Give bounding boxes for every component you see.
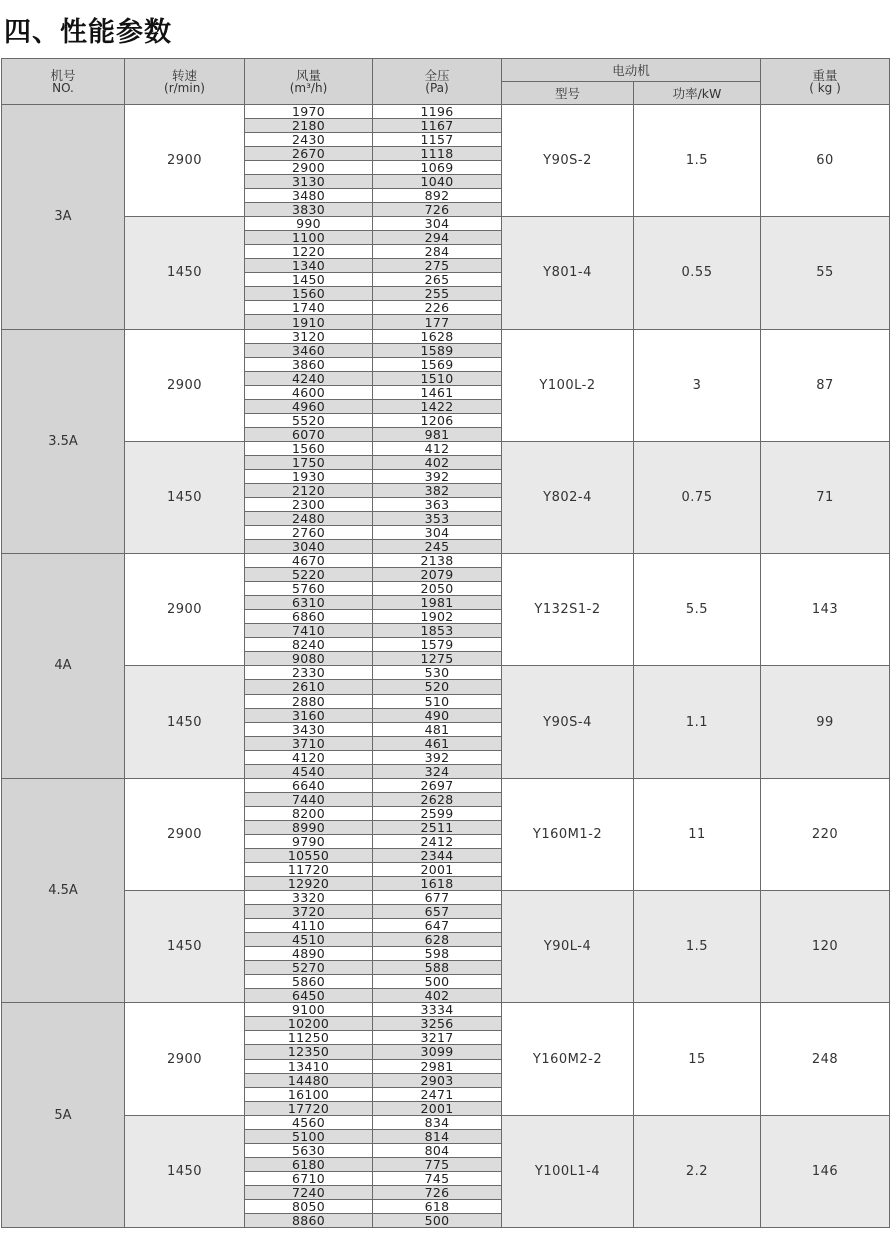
airflow-cell: 7440 [245, 792, 373, 806]
motor-model-cell: Y90S-2 [502, 105, 634, 217]
airflow-cell: 9100 [245, 1003, 373, 1017]
motor-power-cell: 3 [634, 329, 761, 441]
motor-power-cell: 11 [634, 778, 761, 890]
weight-cell: 220 [761, 778, 890, 890]
speed-cell: 1450 [125, 1115, 245, 1227]
airflow-cell: 13410 [245, 1059, 373, 1073]
airflow-cell: 2670 [245, 147, 373, 161]
pressure-cell: 2628 [373, 792, 502, 806]
header-weight [761, 59, 890, 105]
airflow-cell: 6310 [245, 596, 373, 610]
pressure-cell: 284 [373, 245, 502, 259]
pressure-cell: 2511 [373, 820, 502, 834]
motor-power-cell: 0.55 [634, 217, 761, 329]
pressure-cell: 1422 [373, 399, 502, 413]
airflow-cell: 6180 [245, 1157, 373, 1171]
pressure-cell: 1040 [373, 175, 502, 189]
pressure-cell: 1167 [373, 119, 502, 133]
speed-cell: 1450 [125, 891, 245, 1003]
airflow-cell: 2900 [245, 161, 373, 175]
airflow-cell: 2760 [245, 526, 373, 540]
airflow-cell: 1560 [245, 441, 373, 455]
airflow-cell: 6450 [245, 989, 373, 1003]
pressure-cell: 520 [373, 680, 502, 694]
motor-power-cell: 1.5 [634, 105, 761, 217]
airflow-cell: 8860 [245, 1213, 373, 1227]
header-motor-model: 型号 [502, 82, 634, 105]
pressure-cell: 3334 [373, 1003, 502, 1017]
motor-model-cell: Y100L1-4 [502, 1115, 634, 1227]
table-row [2, 217, 890, 231]
pressure-cell: 598 [373, 947, 502, 961]
pressure-cell: 892 [373, 189, 502, 203]
airflow-cell: 3860 [245, 357, 373, 371]
pressure-cell: 324 [373, 764, 502, 778]
weight-cell: 99 [761, 666, 890, 778]
pressure-cell: 3099 [373, 1045, 502, 1059]
fan-group [2, 778, 890, 1003]
airflow-cell: 7240 [245, 1185, 373, 1199]
pressure-cell: 618 [373, 1199, 502, 1213]
pressure-cell: 294 [373, 231, 502, 245]
airflow-cell: 8050 [245, 1199, 373, 1213]
motor-power-cell: 1.5 [634, 891, 761, 1003]
airflow-cell: 17720 [245, 1101, 373, 1115]
motor-power-cell: 1.1 [634, 666, 761, 778]
airflow-cell: 3460 [245, 343, 373, 357]
table-header [2, 59, 890, 105]
speed-cell: 2900 [125, 554, 245, 666]
airflow-cell: 5270 [245, 961, 373, 975]
header-motor-power: 功率/kW [634, 82, 761, 105]
pressure-cell: 392 [373, 750, 502, 764]
pressure-cell: 1206 [373, 413, 502, 427]
header-pressure-label: 全压 [424, 68, 450, 83]
airflow-cell: 4540 [245, 764, 373, 778]
fan-group [2, 554, 890, 779]
fan-group [2, 1003, 890, 1228]
weight-cell: 120 [761, 891, 890, 1003]
pressure-cell: 677 [373, 891, 502, 905]
airflow-cell: 4890 [245, 947, 373, 961]
pressure-cell: 500 [373, 975, 502, 989]
airflow-cell: 9080 [245, 652, 373, 666]
airflow-cell: 4600 [245, 385, 373, 399]
airflow-cell: 3040 [245, 540, 373, 554]
header-pressure [373, 59, 502, 105]
airflow-cell: 990 [245, 217, 373, 231]
page-title: 四、性能参数 [4, 17, 172, 48]
pressure-cell: 1618 [373, 877, 502, 891]
airflow-cell: 1930 [245, 469, 373, 483]
pressure-cell: 255 [373, 287, 502, 301]
pressure-cell: 1196 [373, 105, 502, 119]
motor-model-cell: Y90S-4 [502, 666, 634, 778]
airflow-cell: 1740 [245, 301, 373, 315]
table-row [2, 554, 890, 568]
pressure-cell: 245 [373, 540, 502, 554]
speed-cell: 2900 [125, 105, 245, 217]
airflow-cell: 3480 [245, 189, 373, 203]
pressure-cell: 726 [373, 1185, 502, 1199]
machine-no-cell: 4A [2, 554, 125, 779]
motor-power-cell: 15 [634, 1003, 761, 1115]
airflow-cell: 5630 [245, 1143, 373, 1157]
pressure-cell: 1853 [373, 624, 502, 638]
pressure-cell: 402 [373, 989, 502, 1003]
motor-model-cell: Y801-4 [502, 217, 634, 329]
airflow-cell: 5520 [245, 413, 373, 427]
airflow-cell: 4110 [245, 919, 373, 933]
table-row [2, 1003, 890, 1017]
airflow-cell: 12920 [245, 877, 373, 891]
airflow-cell: 2180 [245, 119, 373, 133]
pressure-cell: 363 [373, 497, 502, 511]
table-row [2, 778, 890, 792]
speed-cell: 1450 [125, 666, 245, 778]
pressure-cell: 628 [373, 933, 502, 947]
pressure-cell: 1118 [373, 147, 502, 161]
header-flow [245, 59, 373, 105]
pressure-cell: 814 [373, 1129, 502, 1143]
weight-cell: 248 [761, 1003, 890, 1115]
pressure-cell: 412 [373, 441, 502, 455]
header-no-label: 机号 [50, 68, 76, 83]
pressure-cell: 2599 [373, 806, 502, 820]
motor-model-cell: Y160M1-2 [502, 778, 634, 890]
weight-cell: 87 [761, 329, 890, 441]
airflow-cell: 2880 [245, 694, 373, 708]
airflow-cell: 10200 [245, 1017, 373, 1031]
pressure-cell: 1589 [373, 343, 502, 357]
airflow-cell: 10550 [245, 848, 373, 862]
airflow-cell: 3320 [245, 891, 373, 905]
airflow-cell: 1750 [245, 455, 373, 469]
pressure-cell: 3217 [373, 1031, 502, 1045]
pressure-cell: 353 [373, 512, 502, 526]
airflow-cell: 4670 [245, 554, 373, 568]
pressure-cell: 481 [373, 722, 502, 736]
airflow-cell: 8240 [245, 638, 373, 652]
pressure-cell: 1569 [373, 357, 502, 371]
pressure-cell: 1981 [373, 596, 502, 610]
pressure-cell: 392 [373, 469, 502, 483]
pressure-cell: 500 [373, 1213, 502, 1227]
pressure-cell: 2471 [373, 1087, 502, 1101]
speed-cell: 1450 [125, 217, 245, 329]
airflow-cell: 2300 [245, 497, 373, 511]
airflow-cell: 4560 [245, 1115, 373, 1129]
pressure-cell: 3256 [373, 1017, 502, 1031]
pressure-cell: 1275 [373, 652, 502, 666]
airflow-cell: 14480 [245, 1073, 373, 1087]
pressure-cell: 510 [373, 694, 502, 708]
pressure-cell: 2138 [373, 554, 502, 568]
airflow-cell: 2430 [245, 133, 373, 147]
airflow-cell: 3710 [245, 736, 373, 750]
pressure-cell: 1628 [373, 329, 502, 343]
airflow-cell: 3130 [245, 175, 373, 189]
motor-power-cell: 2.2 [634, 1115, 761, 1227]
airflow-cell: 6070 [245, 427, 373, 441]
header-no [2, 59, 125, 105]
header-flow-unit: (m³/h) [289, 81, 328, 95]
table-row [2, 441, 890, 455]
header-motor: 电动机 [502, 59, 761, 82]
airflow-cell: 5100 [245, 1129, 373, 1143]
machine-no-cell: 4.5A [2, 778, 125, 1003]
airflow-cell: 1340 [245, 259, 373, 273]
header-weight-unit: ( kg ) [809, 81, 841, 95]
pressure-cell: 402 [373, 455, 502, 469]
pressure-cell: 1157 [373, 133, 502, 147]
airflow-cell: 6640 [245, 778, 373, 792]
pressure-cell: 1510 [373, 371, 502, 385]
airflow-cell: 4960 [245, 399, 373, 413]
speed-cell: 2900 [125, 778, 245, 890]
speed-cell: 1450 [125, 441, 245, 553]
airflow-cell: 1910 [245, 315, 373, 329]
pressure-cell: 745 [373, 1171, 502, 1185]
airflow-cell: 1450 [245, 273, 373, 287]
pressure-cell: 588 [373, 961, 502, 975]
table-row [2, 891, 890, 905]
pressure-cell: 2001 [373, 1101, 502, 1115]
table-row [2, 666, 890, 680]
pressure-cell: 2344 [373, 848, 502, 862]
pressure-cell: 265 [373, 273, 502, 287]
weight-cell: 60 [761, 105, 890, 217]
airflow-cell: 5220 [245, 568, 373, 582]
weight-cell: 71 [761, 441, 890, 553]
airflow-cell: 6860 [245, 610, 373, 624]
pressure-cell: 177 [373, 315, 502, 329]
weight-cell: 146 [761, 1115, 890, 1227]
airflow-cell: 5760 [245, 582, 373, 596]
performance-table [1, 58, 890, 1228]
fan-group [2, 105, 890, 330]
pressure-cell: 2412 [373, 834, 502, 848]
motor-model-cell: Y160M2-2 [502, 1003, 634, 1115]
airflow-cell: 12350 [245, 1045, 373, 1059]
pressure-cell: 981 [373, 427, 502, 441]
pressure-cell: 226 [373, 301, 502, 315]
motor-power-cell: 0.75 [634, 441, 761, 553]
pressure-cell: 804 [373, 1143, 502, 1157]
airflow-cell: 3120 [245, 329, 373, 343]
airflow-cell: 11250 [245, 1031, 373, 1045]
pressure-cell: 304 [373, 217, 502, 231]
airflow-cell: 3720 [245, 905, 373, 919]
pressure-cell: 2079 [373, 568, 502, 582]
pressure-cell: 647 [373, 919, 502, 933]
airflow-cell: 3430 [245, 722, 373, 736]
airflow-cell: 7410 [245, 624, 373, 638]
airflow-cell: 3160 [245, 708, 373, 722]
airflow-cell: 2610 [245, 680, 373, 694]
pressure-cell: 304 [373, 526, 502, 540]
motor-model-cell: Y90L-4 [502, 891, 634, 1003]
airflow-cell: 9790 [245, 834, 373, 848]
header-flow-label: 风量 [295, 68, 321, 83]
header-speed-label: 转速 [171, 68, 197, 83]
airflow-cell: 1220 [245, 245, 373, 259]
airflow-cell: 5860 [245, 975, 373, 989]
airflow-cell: 4510 [245, 933, 373, 947]
pressure-cell: 775 [373, 1157, 502, 1171]
header-no-sub: NO. [52, 81, 74, 95]
airflow-cell: 2330 [245, 666, 373, 680]
motor-power-cell: 5.5 [634, 554, 761, 666]
airflow-cell: 4120 [245, 750, 373, 764]
machine-no-cell: 3.5A [2, 329, 125, 554]
airflow-cell: 4240 [245, 371, 373, 385]
weight-cell: 143 [761, 554, 890, 666]
pressure-cell: 2903 [373, 1073, 502, 1087]
header-weight-label: 重量 [812, 68, 838, 83]
pressure-cell: 2981 [373, 1059, 502, 1073]
machine-no-cell: 3A [2, 105, 125, 330]
pressure-cell: 382 [373, 483, 502, 497]
pressure-cell: 1579 [373, 638, 502, 652]
pressure-cell: 1069 [373, 161, 502, 175]
airflow-cell: 1970 [245, 105, 373, 119]
airflow-cell: 16100 [245, 1087, 373, 1101]
header-speed [125, 59, 245, 105]
motor-model-cell: Y100L-2 [502, 329, 634, 441]
table-row [2, 105, 890, 119]
speed-cell: 2900 [125, 1003, 245, 1115]
pressure-cell: 834 [373, 1115, 502, 1129]
header-pressure-unit: (Pa) [425, 81, 449, 95]
airflow-cell: 6710 [245, 1171, 373, 1185]
airflow-cell: 2480 [245, 512, 373, 526]
table-row [2, 1115, 890, 1129]
pressure-cell: 726 [373, 203, 502, 217]
header-speed-unit: (r/min) [164, 81, 205, 95]
motor-model-cell: Y132S1-2 [502, 554, 634, 666]
pressure-cell: 1461 [373, 385, 502, 399]
airflow-cell: 3830 [245, 203, 373, 217]
airflow-cell: 8990 [245, 820, 373, 834]
weight-cell: 55 [761, 217, 890, 329]
pressure-cell: 1902 [373, 610, 502, 624]
pressure-cell: 657 [373, 905, 502, 919]
airflow-cell: 11720 [245, 862, 373, 876]
airflow-cell: 2120 [245, 483, 373, 497]
table-row [2, 329, 890, 343]
airflow-cell: 1560 [245, 287, 373, 301]
machine-no-cell: 5A [2, 1003, 125, 1228]
fan-group [2, 329, 890, 554]
pressure-cell: 2001 [373, 862, 502, 876]
airflow-cell: 8200 [245, 806, 373, 820]
pressure-cell: 461 [373, 736, 502, 750]
pressure-cell: 490 [373, 708, 502, 722]
airflow-cell: 1100 [245, 231, 373, 245]
pressure-cell: 2697 [373, 778, 502, 792]
pressure-cell: 530 [373, 666, 502, 680]
motor-model-cell: Y802-4 [502, 441, 634, 553]
pressure-cell: 2050 [373, 582, 502, 596]
speed-cell: 2900 [125, 329, 245, 441]
pressure-cell: 275 [373, 259, 502, 273]
